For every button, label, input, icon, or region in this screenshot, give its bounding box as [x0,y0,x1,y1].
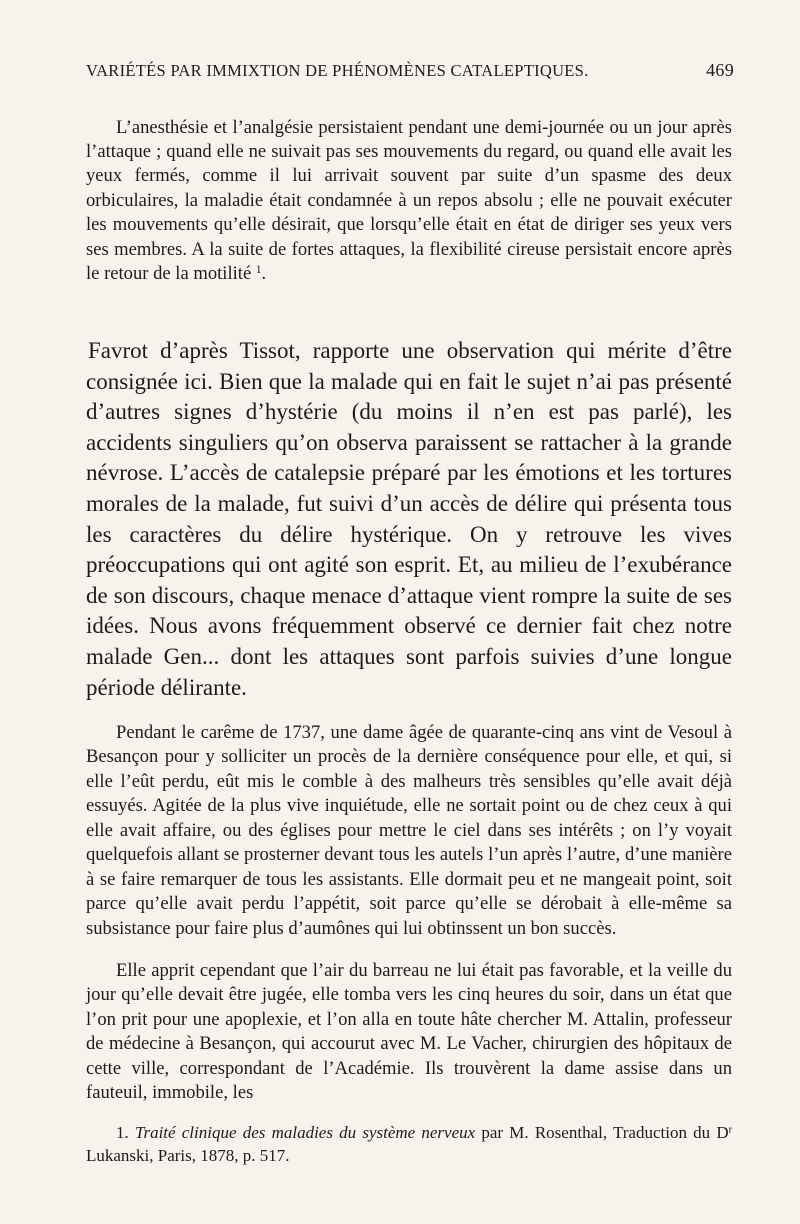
paragraph-favrot: Favrot d’après Tissot, rapporte une observation qui mérite d’être consignée ici. Bien que la malade qui en fait le sujet n’ai pas présenté d’autres signes d’hystérie (du moins il n’en est pas parlé), les accidents singuliers qu’on observa paraissent se rattacher à la grande névrose. L’accès de catalepsie préparé par les émotions et les tortures morales de la malade, fut suivi d’un accès de délire qui présenta tous les caractères du délire hystérique. On y retrouve les vives préoccupations qui ont agité son esprit. Et, au milieu de l’exubérance de son discours, chaque menace d’attaque vient rompre la suite de ses idées. Nous avons fréquemment observé ce dernier fait chez notre malade Gen... dont les attaques sont parfois suivies d’une longue période délirante. [86,338,732,700]
paragraph-anesthesia [86,116,732,287]
footnote-rest: par M. Rosenthal, Traduction du D [481,1123,729,1142]
paragraph-anesthesia-end: . [261,263,267,285]
footnote-rest2: Lukanski, Paris, 1878, p. 517. [86,1145,290,1165]
footnote-title: Traité clinique des maladies du système nerveux [134,1123,476,1142]
paragraph-anesthesia-text: L’anesthésie et l’analgésie persistaient pendant une demi-journée ou un jour après l’attaque ; quand elle ne suivait pas ses mouvements du regard, ou quand elle avait les yeux fermés, comme il lui arrivait souvent par suite d’un spasme des deux orbiculaires, la maladie était condamnée à un repos absolu ; elle ne pouvait exécuter les mouvements qu’elle désirait, que lorsqu’elle était en état de diriger ses yeux vers ses membres. A la suite de fortes attaques, la flexibilité cireuse persistait encore après le retour de la motilité [86,116,732,285]
page-number: 469 [706,60,734,80]
footnote [86,1122,732,1167]
paragraph-barreau: Elle apprit cependant que l’air du barreau ne lui était pas favorable, et la veille du jour qu’elle devait être jugée, elle tomba vers les cinq heures du soir, dans un état que l’on prit pour une apoplexie, et l’on alla en toute hâte chercher M. Attalin, professeur de médecine à Besançon, qui accourut avec M. Le Vacher, chirurgien des hôpitaux de cette ville, correspondant de l’Académie. Ils trouvèrent la dame assise dans un fauteuil, immobile, les [86,959,732,1104]
running-header [86,60,734,81]
paragraph-careme: Pendant le carême de 1737, une dame âgée de quarante-cinq ans vint de Vesoul à Besançon pour y solliciter un procès de la dernière conséquence pour elle, et qui, si elle l’eût perdu, eût mis le comble à des malheurs très sensibles qu’elle avait déjà essuyés. Agitée de la plus vive inquiétude, elle ne sortait point ou de chez ceux à qui elle avait affaire, ou des églises pour mettre le ciel dans ses intérêts ; on l’y voyait quelquefois allant se prosterner devant tous les autels l’un après l’autre, d’une manière à se faire remarquer de tous les assistants. Elle dormait peu et ne mangeait point, soit parce qu’elle avait perdu l’appétit, soit parce qu’elle se dérobait à elle-même sa subsistance pour faire plus d’aumônes qui lui obtinssent un bon succès. [86,721,732,939]
footnote-dr-sup: r [728,1124,733,1136]
footnote-number: 1. [116,1123,129,1142]
running-title: VARIÉTÉS PAR IMMIXTION DE PHÉNOMÈNES CATALEPTIQUES. [86,61,589,80]
footnote-reference: 1 [255,263,262,276]
